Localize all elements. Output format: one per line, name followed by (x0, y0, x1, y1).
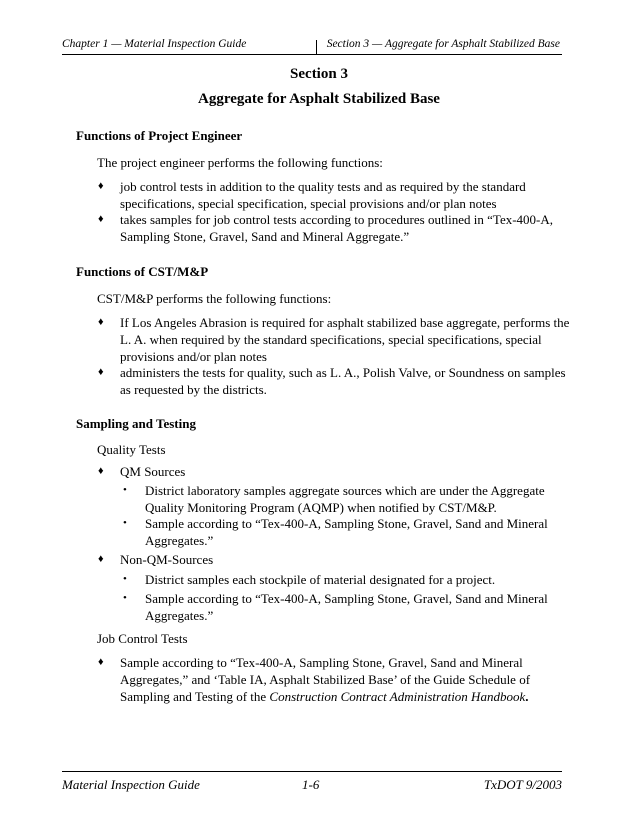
job-control-tests-label: Job Control Tests (97, 631, 188, 646)
heading-cst-mp: Functions of CST/M&P (76, 264, 209, 279)
handbook-title: Construction Contract Administration Handbook (269, 689, 526, 704)
cst-bullet-2: administers the tests for quality, such as L. A., Polish Valve, or Soundness on samples as requested by the districts. (120, 365, 566, 397)
heading-sampling-testing: Sampling and Testing (76, 416, 196, 431)
diamond-bullet-icon: ♦ (98, 465, 104, 477)
diamond-bullet-icon: ♦ (98, 656, 104, 668)
diamond-bullet-icon: ♦ (98, 366, 104, 378)
cst-bullet-1: If Los Angeles Abrasion is required for asphalt stabilized base aggregate, performs the L. A. when required by the standard specifications, special specifications, special provisions and/or plan notes (120, 315, 570, 364)
pe-bullet-2: takes samples for job control tests according to procedures outlined in “Tex-400-A, Sampling Stone, Gravel, Sand and Mineral Aggregate.” (120, 212, 554, 244)
cst-intro: CST/M&P performs the following functions: (97, 291, 332, 306)
job-control-bullet: Sample according to “Tex-400-A, Sampling Stone, Gravel, Sand and Mineral Aggregates,” and ‘Table IA, Asphalt Stabilized Base’ of the Guide Schedule of Sampling and Testing of the Construction Contract Administration Handbook. (120, 655, 531, 704)
round-bullet-icon: • (123, 573, 127, 585)
header-divider (316, 40, 317, 54)
footer-date: TxDOT 9/2003 (483, 777, 562, 792)
pe-intro: The project engineer performs the following functions: (97, 155, 383, 170)
round-bullet-icon: • (123, 517, 127, 529)
page-number: 1-6 (302, 777, 320, 792)
round-bullet-icon: • (123, 484, 127, 496)
section-number: Section 3 (290, 66, 348, 82)
pe-bullet-1: job control tests in addition to the quality tests and as required by the standard specifications, special specification, special provisions and/or plan notes (120, 179, 526, 211)
nonqm-bullet-1: District samples each stockpile of material designated for a project. (145, 572, 496, 587)
nonqm-bullet-2: Sample according to “Tex-400-A, Sampling Stone, Gravel, Sand and Mineral Aggregates.” (145, 591, 548, 623)
qm-sources-label: QM Sources (120, 464, 186, 479)
round-bullet-icon: • (123, 592, 127, 604)
page-footer (62, 771, 562, 792)
quality-tests-label: Quality Tests (97, 442, 166, 457)
qm-bullet-1: District laboratory samples aggregate sources which are under the Aggregate Quality Monitoring Program (AQMP) when notified by CST/M&P. (145, 483, 545, 515)
heading-project-engineer: Functions of Project Engineer (76, 128, 243, 143)
footer-guide-name: Material Inspection Guide (62, 777, 200, 792)
diamond-bullet-icon: ♦ (98, 553, 104, 565)
diamond-bullet-icon: ♦ (98, 316, 104, 328)
page-header (62, 36, 562, 55)
qm-bullet-2: Sample according to “Tex-400-A, Sampling Stone, Gravel, Sand and Mineral Aggregates.” (145, 516, 548, 548)
section-title: Aggregate for Asphalt Stabilized Base (198, 91, 440, 107)
header-chapter: Chapter 1 — Material Inspection Guide (62, 38, 247, 50)
diamond-bullet-icon: ♦ (98, 180, 104, 192)
header-section: Section 3 — Aggregate for Asphalt Stabilized Base (326, 38, 560, 50)
diamond-bullet-icon: ♦ (98, 213, 104, 225)
non-qm-sources-label: Non-QM-Sources (120, 552, 214, 567)
